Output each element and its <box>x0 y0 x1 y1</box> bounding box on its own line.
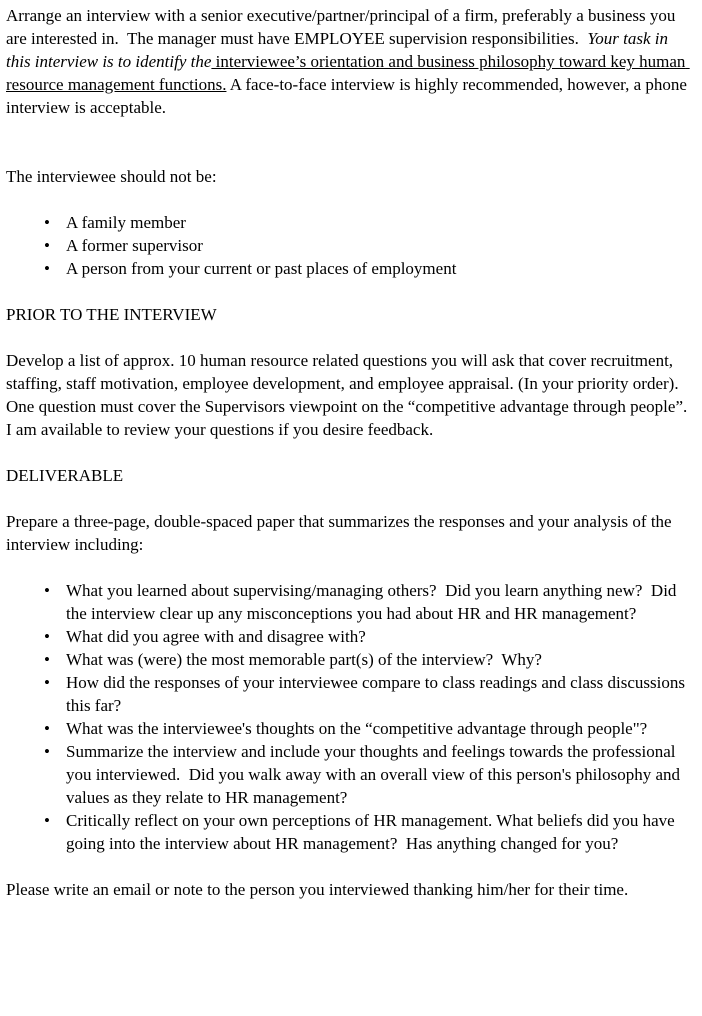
list-item: • How did the responses of your interviewee compare to class readings and class discussions this far? <box>38 671 696 717</box>
list-item: • What you learned about supervising/managing others? Did you learn anything new? Did the interview clear up any misconceptions you had about HR and HR management? <box>38 579 696 625</box>
list-item: • What was (were) the most memorable part(s) of the interview? Why? <box>38 648 696 671</box>
list-item: • What did you agree with and disagree with? <box>38 625 696 648</box>
section-heading-prior-to-interview: PRIOR TO THE INTERVIEW <box>6 305 217 324</box>
deliverable-bullet-list <box>6 579 696 855</box>
intro-task-underlined: interviewee’s orientation and business philosophy toward key human resource management functions. <box>6 52 690 94</box>
intro-task-italic: Your task in this interview is to identify the <box>6 29 673 71</box>
prior-instructions-paragraph: Develop a list of approx. 10 human resource related questions you will ask that cover recruitment, staffing, staff motivation, employee development, and employee appraisal. (In your priority order). One question must cover the Supervisors viewpoint on the “competitive advantage through people”. I am available to review your questions if you desire feedback. <box>6 351 696 439</box>
closing-paragraph: Please write an email or note to the person you interviewed thanking him/her for their time. <box>6 880 629 899</box>
intro-paragraph <box>6 4 696 119</box>
list-item: • Critically reflect on your own perceptions of HR management. What beliefs did you have going into the interview about HR management? Has anything changed for you? <box>38 809 696 855</box>
section-heading-deliverable: DELIVERABLE <box>6 466 124 485</box>
restrictions-bullet-list <box>6 211 696 280</box>
interviewee-restrictions-intro: The interviewee should not be: <box>6 167 217 186</box>
list-item: • Summarize the interview and include your thoughts and feelings towards the professional you interviewed. Did you walk away with an overall view of this person's philosophy and values as they relate to HR management? <box>38 740 696 809</box>
deliverable-intro-paragraph: Prepare a three-page, double-spaced paper that summarizes the responses and your analysis of the interview including: <box>6 512 676 554</box>
list-item: • A former supervisor <box>38 234 696 257</box>
list-item: • What was the interviewee's thoughts on the “competitive advantage through people"? <box>38 717 696 740</box>
intro-text-end: A face-to-face interview is highly recommended, however, a phone interview is acceptable. <box>6 75 692 117</box>
intro-text: Arrange an interview with a senior executive/partner/principal of a firm, preferably a business you are interested in. The manager must have EMPLOYEE supervision responsibilities. <box>6 6 680 48</box>
list-item: • A person from your current or past places of employment <box>38 257 696 280</box>
list-item: • A family member <box>38 211 696 234</box>
